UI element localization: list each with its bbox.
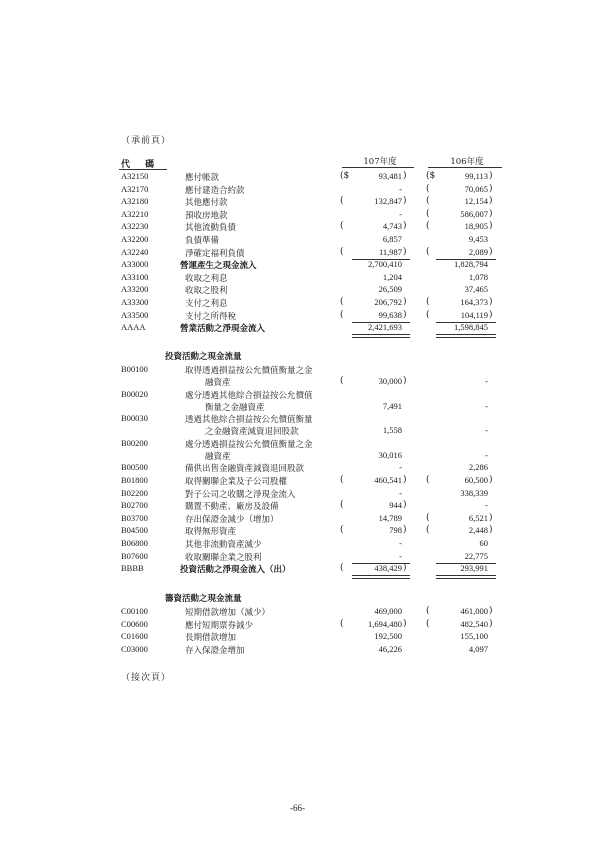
investing-y106-number: 22,775: [464, 550, 488, 561]
operating-y106-number: 12,154: [464, 196, 488, 207]
operating-description: 應付帳款: [185, 173, 220, 183]
operating-y107-number: 26,509: [378, 284, 402, 295]
investing-description: 備供出售金融資產減資退回股款: [185, 464, 305, 475]
operating-y106-number: 586,007: [460, 208, 488, 219]
operating-y107-open-paren: ($: [340, 171, 350, 181]
investing-y107-number: 30,000: [378, 376, 402, 386]
investing-y107-close-paren: ): [403, 525, 407, 536]
investing-y107-number: 438,429: [374, 563, 402, 574]
operating-y107-number: 2,421,693: [368, 322, 402, 333]
financing-y107-number: 192,500: [374, 631, 402, 642]
financing-y107-number: 46,226: [378, 643, 402, 654]
investing-y107-number: -: [399, 462, 402, 473]
investing-code: B00020: [121, 388, 148, 399]
operating-y106-open-paren: (: [426, 196, 430, 207]
operating-code: A33300: [121, 297, 149, 307]
operating-y106-value: [0, 221, 595, 233]
year-106-header: 106年度: [450, 157, 484, 167]
operating-y106-close-paren: ): [489, 221, 493, 232]
investing-y107-open-paren: (: [340, 475, 344, 485]
financing-y107-open-paren: (: [340, 618, 344, 629]
financing-description: 短期借款增加（減少）: [185, 608, 271, 618]
operating-y106-number: 164,373: [460, 297, 488, 307]
financing-y107-number: 1,694,480: [368, 618, 402, 629]
investing-y107-number: 7,491: [382, 400, 402, 411]
investing-description-cont: 融資產: [205, 451, 231, 462]
investing-code: B00200: [121, 437, 148, 448]
operating-y106-value: [0, 297, 595, 309]
investing-y107-number: 798: [389, 525, 402, 536]
financing-description: 長期借款增加: [185, 633, 237, 644]
continued-to-note: （接次頁）: [121, 673, 172, 683]
operating-y107-number: 1,204: [382, 271, 402, 282]
financing-y106-value: [0, 619, 595, 631]
investing-y106-number: -: [485, 449, 488, 460]
operating-code: A33200: [121, 284, 149, 295]
financing-description: 存入保證金增加: [185, 645, 245, 656]
investing-total-rule: [436, 575, 496, 579]
operating-y107-close-paren: ): [403, 297, 407, 307]
investing-y107-number: 1,558: [382, 425, 402, 436]
investing-description: 取得無形資產: [185, 527, 237, 538]
operating-y106-close-paren: ): [489, 183, 493, 194]
investing-y106-close-paren: ): [489, 512, 493, 523]
investing-y106-close-paren: ): [489, 525, 493, 536]
operating-y106-number: 18,905: [464, 221, 488, 232]
operating-description: 營業活動之淨現金流入: [180, 324, 266, 335]
operating-description: 收取之利息: [185, 273, 228, 284]
investing-code: B00030: [121, 413, 148, 424]
financing-description: 應付短期票券減少: [185, 620, 254, 631]
investing-description-cont: 之金融資產減資退回股款: [205, 427, 299, 438]
operating-y107-close-paren: ): [403, 309, 407, 320]
investing-total-rule: [352, 575, 410, 579]
investing-description: 其他非流動資產減少: [185, 540, 262, 550]
operating-y106-number: 70,065: [464, 183, 488, 194]
operating-y106-close-paren: ): [489, 297, 493, 307]
operating-y106-close-paren: ): [489, 246, 493, 257]
financing-code: C00100: [121, 606, 148, 616]
operating-y107-number: -: [399, 208, 402, 219]
operating-y107-open-paren: (: [340, 246, 344, 257]
financing-y106-value: [0, 631, 595, 643]
operating-y106-close-paren: ): [489, 309, 493, 320]
investing-code: B04500: [121, 525, 148, 536]
operating-code: A33000: [121, 259, 149, 270]
investing-description: 處分透過損益按公允價值衡量之金: [185, 439, 313, 450]
operating-y106-number: 99,113: [464, 171, 488, 181]
investing-y106-number: 6,521: [468, 512, 488, 523]
investing-y106-value: [0, 500, 595, 512]
operating-description: 應付建造合約款: [185, 185, 245, 196]
investing-code: BBBB: [121, 563, 144, 574]
operating-description: 淨確定福利負債: [185, 248, 245, 259]
investing-y106-number: -: [485, 376, 488, 386]
operating-y106-close-paren: ): [489, 208, 493, 219]
investing-y107-open-paren: (: [340, 563, 344, 574]
investing-description: 對子公司之收購之淨現金流入: [185, 489, 296, 500]
operating-code: A32180: [121, 196, 149, 207]
operating-y106-number: 1,078: [468, 271, 488, 282]
investing-y107-open-paren: (: [340, 525, 344, 536]
investing-y106-number: 60: [479, 538, 488, 548]
operating-y106-close-paren: ): [489, 171, 493, 181]
operating-description: 預收房地款: [185, 210, 228, 221]
financing-y106-value: [0, 606, 595, 618]
financing-y106-number: 482,540: [460, 618, 488, 629]
operating-y107-close-paren: ): [403, 221, 407, 232]
investing-y107-close-paren: ): [403, 475, 407, 485]
operating-code: A33500: [121, 309, 149, 320]
operating-y106-number: 37,465: [464, 284, 488, 295]
investing-y106-number: 338,339: [460, 487, 488, 498]
financing-y107-close-paren: ): [403, 618, 407, 629]
operating-y107-number: -: [399, 183, 402, 194]
investing-description: 處分透過其他綜合損益按公允價值: [185, 390, 313, 401]
operating-description: 支付之所得稅: [185, 311, 237, 322]
operating-y106-open-paren: (: [426, 309, 430, 320]
operating-y106-value: [0, 247, 595, 259]
operating-y106-value: [0, 284, 595, 296]
operating-code: A32240: [121, 246, 149, 257]
operating-y106-number: 9,453: [468, 234, 488, 244]
operating-y106-value: [0, 310, 595, 322]
operating-y106-value: [0, 196, 595, 208]
financing-y106-number: 461,000: [460, 606, 488, 616]
year-107-header: 107年度: [363, 157, 397, 167]
operating-y107-open-paren: (: [340, 309, 344, 320]
operating-description: 其他流動負債: [185, 223, 237, 234]
operating-y106-open-paren: (: [426, 183, 430, 194]
operating-y107-open-paren: (: [340, 297, 344, 307]
investing-section-title: 投資活動之現金流量: [165, 352, 242, 362]
operating-code: A32230: [121, 221, 149, 232]
operating-y106-close-paren: ): [489, 196, 493, 207]
operating-y106-open-paren: (: [426, 208, 430, 219]
investing-description: 收取關聯企業之股利: [185, 552, 262, 563]
operating-code: A33100: [121, 271, 149, 282]
operating-y106-value: [0, 259, 595, 271]
investing-y107-open-paren: (: [340, 500, 344, 511]
operating-y107-close-paren: ): [403, 171, 407, 181]
investing-code: B07600: [121, 550, 148, 561]
investing-y106-number: 293,991: [460, 563, 488, 574]
investing-y106-open-paren: (: [426, 512, 430, 523]
operating-code: A32150: [121, 171, 149, 181]
operating-description: 收取之股利: [185, 286, 228, 297]
investing-description: 投資活動之淨現金流入（出）: [180, 565, 291, 576]
operating-y107-number: 2,700,410: [368, 259, 402, 270]
investing-description: 取得透過損益按公允價值衡量之金: [185, 366, 313, 376]
year-107-header-rule: [342, 167, 414, 168]
operating-code: A32200: [121, 234, 149, 244]
operating-code: AAAA: [121, 322, 146, 333]
operating-y106-value: [0, 184, 595, 196]
financing-code: C03000: [121, 643, 148, 654]
investing-y106-number: -: [485, 425, 488, 436]
investing-y106-value: [0, 488, 595, 500]
operating-y107-number: 132,847: [374, 196, 402, 207]
operating-y107-close-paren: ): [403, 246, 407, 257]
investing-y107-close-paren: ): [403, 500, 407, 511]
operating-y106-value: [0, 322, 595, 334]
investing-y106-number: 2,448: [468, 525, 488, 536]
investing-y107-close-paren: ): [403, 563, 407, 574]
operating-y106-value: [0, 234, 595, 246]
investing-y106-value: [0, 450, 595, 462]
investing-description-cont: 衡量之金融資產: [205, 402, 265, 413]
operating-y106-open-paren: ($: [426, 171, 436, 181]
financing-y106-open-paren: (: [426, 606, 430, 616]
operating-y106-value: [0, 209, 595, 221]
operating-y107-number: 4,743: [382, 221, 402, 232]
investing-y106-value: [0, 551, 595, 563]
financing-y106-close-paren: ): [489, 606, 493, 616]
operating-total-rule: [436, 334, 496, 338]
investing-y106-number: -: [485, 400, 488, 411]
investing-y107-number: 944: [389, 500, 402, 511]
operating-y107-open-paren: (: [340, 196, 344, 207]
financing-y106-close-paren: ): [489, 618, 493, 629]
operating-y106-value: [0, 171, 595, 183]
financing-y106-number: 4,097: [468, 643, 488, 654]
investing-y106-open-paren: (: [426, 475, 430, 485]
investing-y106-close-paren: ): [489, 475, 493, 485]
investing-code: B01800: [121, 475, 148, 485]
investing-y106-value: [0, 563, 595, 575]
operating-y107-number: 11,987: [378, 246, 402, 257]
operating-y106-open-paren: (: [426, 246, 430, 257]
operating-y106-number: 1,828,794: [454, 259, 488, 270]
investing-description: 購置不動產、廠房及設備: [185, 502, 279, 513]
operating-y106-number: 1,598,845: [454, 322, 488, 333]
investing-y106-value: [0, 513, 595, 525]
code-header-rule: [119, 169, 167, 170]
investing-y107-number: 14,789: [378, 512, 402, 523]
operating-description: 其他應付款: [185, 198, 228, 209]
investing-y107-number: -: [399, 487, 402, 498]
operating-y106-value: [0, 272, 595, 284]
operating-y107-close-paren: ): [403, 196, 407, 207]
code-column-header: 代 碼: [121, 160, 161, 170]
investing-description: 存出保證金減少（增加）: [185, 514, 279, 525]
investing-description: 透過其他綜合損益按公允價值衡量: [185, 415, 313, 426]
investing-code: B00100: [121, 364, 148, 374]
investing-code: B00500: [121, 462, 148, 473]
operating-y106-open-paren: (: [426, 297, 430, 307]
operating-total-rule: [352, 334, 410, 338]
investing-y107-number: 460,541: [374, 475, 402, 485]
operating-y107-open-paren: (: [340, 221, 344, 232]
investing-y107-open-paren: (: [340, 376, 344, 386]
investing-code: B02700: [121, 500, 148, 511]
financing-y106-value: [0, 644, 595, 656]
investing-y106-value: [0, 462, 595, 474]
investing-y107-number: 30,016: [378, 449, 402, 460]
financing-y106-open-paren: (: [426, 618, 430, 629]
investing-description: 取得關聯企業及子公司股權: [185, 477, 288, 487]
continued-from-note: （承前頁）: [121, 136, 172, 146]
operating-code: A32210: [121, 208, 149, 219]
investing-code: B03700: [121, 512, 148, 523]
operating-y107-number: 206,792: [374, 297, 402, 307]
financing-code: C01600: [121, 631, 148, 642]
operating-y106-number: 104,119: [460, 309, 488, 320]
operating-y106-open-paren: (: [426, 221, 430, 232]
investing-y106-number: 60,500: [464, 475, 488, 485]
page-number: -66-: [290, 803, 305, 813]
investing-y107-number: -: [399, 550, 402, 561]
financing-section-title: 籌資活動之現金流量: [165, 594, 242, 604]
operating-y107-number: 93,481: [378, 171, 402, 181]
investing-y106-open-paren: (: [426, 525, 430, 536]
financing-y107-number: 469,000: [374, 606, 402, 616]
investing-y106-value: [0, 425, 595, 437]
investing-y107-close-paren: ): [403, 376, 407, 386]
operating-y107-number: 99,638: [378, 309, 402, 320]
operating-code: A32170: [121, 183, 149, 194]
investing-y106-number: 2,286: [468, 462, 488, 473]
investing-code: B06800: [121, 538, 148, 548]
investing-y106-value: [0, 538, 595, 550]
investing-y106-number: -: [485, 500, 488, 511]
investing-y106-value: [0, 525, 595, 537]
investing-y107-number: -: [399, 538, 402, 548]
investing-code: B02200: [121, 487, 148, 498]
operating-description: 支付之利息: [185, 299, 228, 309]
operating-description: 營運產生之現金流入: [180, 261, 257, 272]
investing-y106-value: [0, 376, 595, 388]
investing-y106-value: [0, 401, 595, 413]
investing-y106-value: [0, 475, 595, 487]
operating-description: 負債準備: [185, 236, 220, 246]
financing-code: C00600: [121, 618, 148, 629]
investing-description-cont: 融資產: [205, 378, 231, 388]
operating-y107-number: 6,857: [382, 234, 402, 244]
financing-y106-number: 155,100: [460, 631, 488, 642]
year-106-header-rule: [428, 167, 502, 168]
operating-y106-number: 2,089: [468, 246, 488, 257]
